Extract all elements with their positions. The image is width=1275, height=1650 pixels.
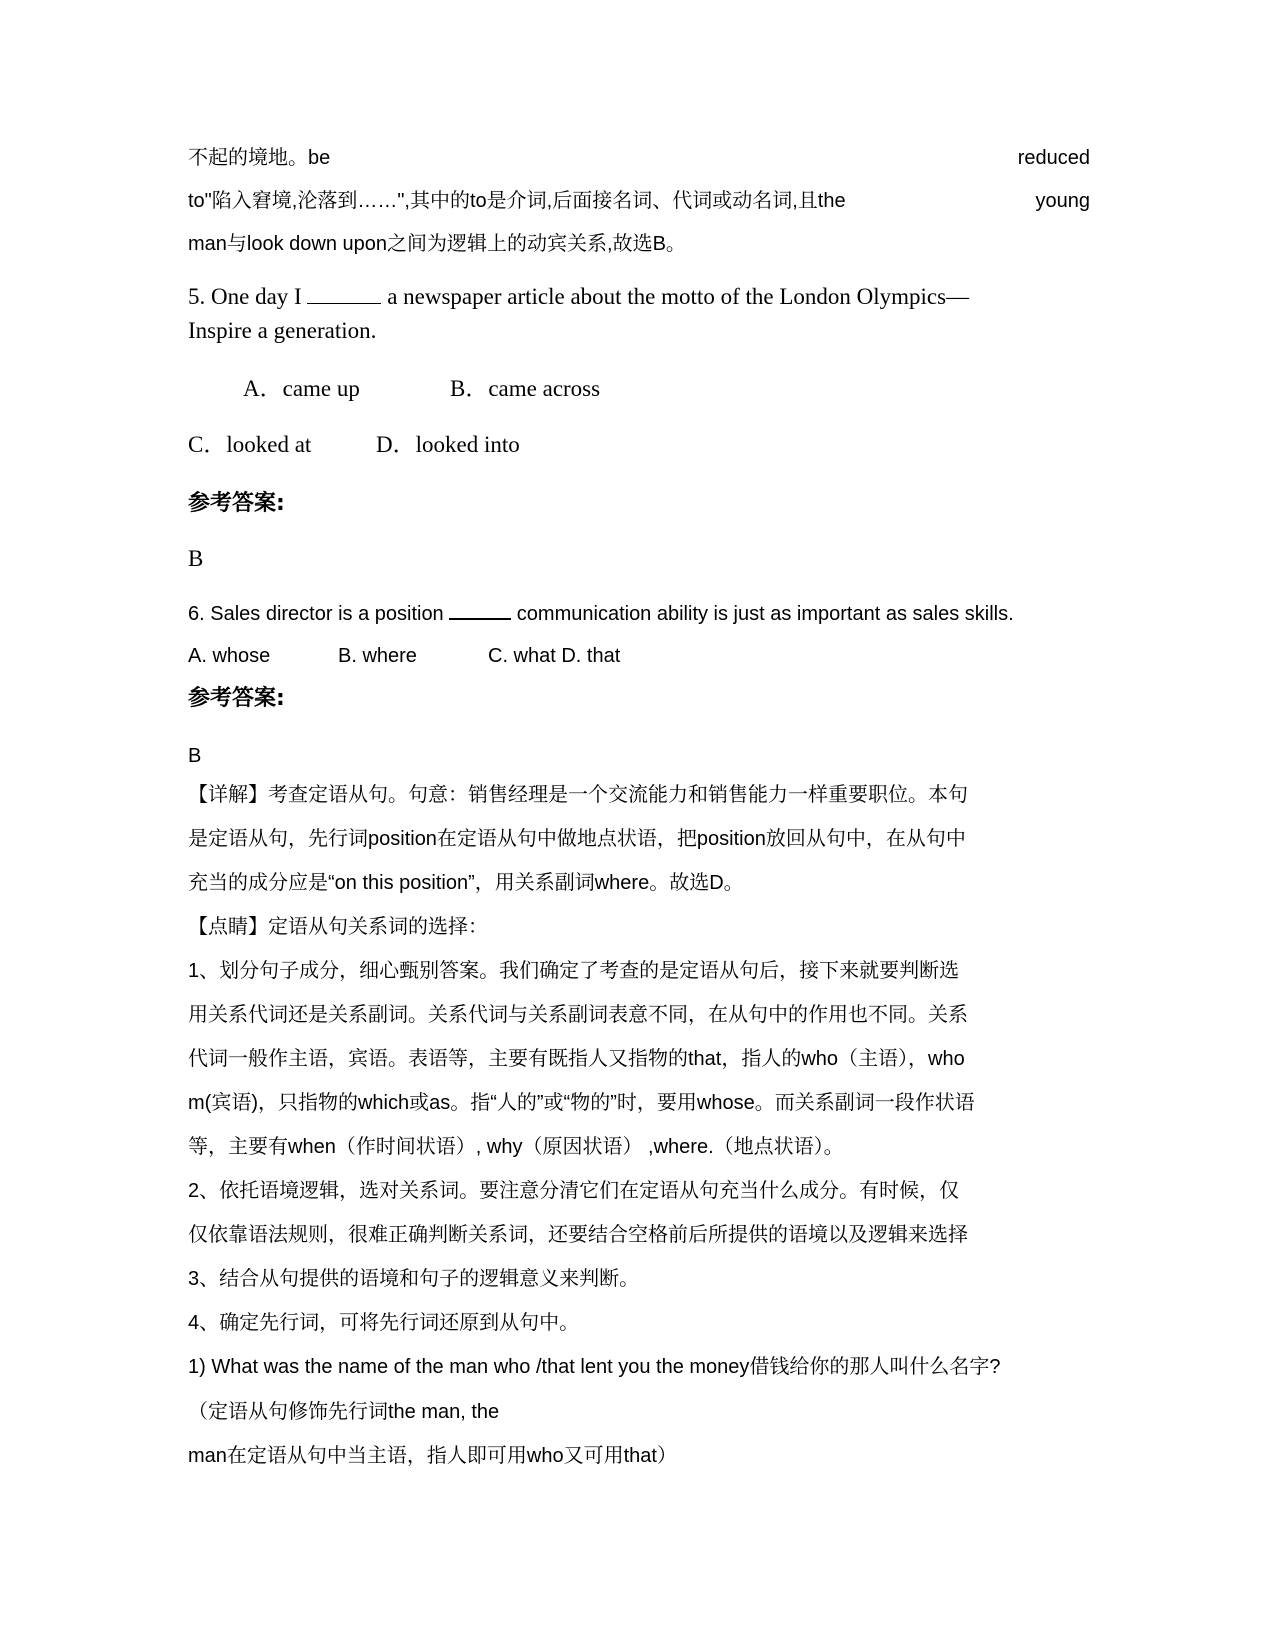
q5-stem-part2: a newspaper article about the motto of the London Olympics— — [381, 284, 970, 309]
q5-answer-heading: 参考答案: — [188, 491, 285, 516]
q6-option-cd: C. what D. that — [488, 645, 621, 667]
q5-option-a: A．came up — [243, 376, 360, 401]
q6-explanation-line: 【详解】考查定语从句。句意：销售经理是一个交流能力和销售能力一样重要职位。本句 — [188, 784, 968, 806]
q6-stem — [188, 600, 1014, 628]
q6-explanation-line: man在定语从句中当主语，指人即可用who又可用that） — [188, 1445, 677, 1467]
q6-explanation-line: 2、依托语境逻辑，选对关系词。要注意分清它们在定语从句充当什么成分。有时候，仅 — [188, 1180, 960, 1202]
q4-explanation-line-3: man与look down upon之间为逻辑上的动宾关系,故选B。 — [188, 233, 686, 255]
q4-line2-left: to"陷入窘境,沦落到……",其中的to是介词,后面接名词、代词或动名词,且the — [188, 190, 846, 212]
q4-line1-left: 不起的境地。be — [188, 147, 331, 169]
q6-answer-heading: 参考答案: — [188, 686, 285, 711]
q6-explanation-line: 【点睛】定语从句关系词的选择： — [188, 916, 488, 938]
q6-explanation-line: 1、划分句子成分，细心甄别答案。我们确定了考查的是定语从句后，接下来就要判断选 — [188, 960, 960, 982]
q6-option-a: A. whose — [188, 645, 271, 667]
q5-answer: B — [188, 546, 204, 571]
q4-explanation-line-1 — [188, 144, 1090, 172]
q6-explanation-line: 是定语从句，先行词position在定语从句中做地点状语，把position放回从句中，在从句中 — [188, 828, 966, 850]
q5-stem-line-2: Inspire a generation. — [188, 318, 377, 343]
q6-explanation-line: 仅依靠语法规则，很难正确判断关系词，还要结合空格前后所提供的语境以及逻辑来选择 — [188, 1224, 968, 1246]
q6-explanation-line: 代词一般作主语，宾语。表语等，主要有既指人又指物的that，指人的who（主语），who — [188, 1048, 965, 1070]
q4-explanation-line-2 — [188, 187, 1090, 215]
q5-option-c: C．looked at — [188, 432, 312, 457]
q6-explanation-line: 1) What was the name of the man who /that lent you the money借钱给你的那人叫什么名字? — [188, 1356, 1001, 1378]
q6-stem-part2: communication ability is just as important as sales skills. — [511, 603, 1014, 625]
q6-answer: B — [188, 745, 202, 767]
q6-explanation-line: 等，主要有when（作时间状语）, why（原因状语） ,where.（地点状语）。 — [188, 1136, 844, 1158]
q6-blank — [449, 600, 511, 620]
q6-explanation-line: 4、确定先行词，可将先行词还原到从句中。 — [188, 1312, 580, 1334]
q4-line2-right: young — [1035, 190, 1090, 212]
q6-explanation-line: （定语从句修饰先行词the man, the — [188, 1401, 500, 1423]
q5-option-d: D．looked into — [376, 432, 520, 457]
q6-explanation-line: 用关系代词还是关系副词。关系代词与关系副词表意不同，在从句中的作用也不同。关系 — [188, 1004, 968, 1026]
q6-explanation-line: m(宾语)，只指物的which或as。指“人的”或“物的”时，要用whose。而关系副词一段作状语 — [188, 1092, 975, 1114]
q5-stem-part1: 5. One day I — [188, 284, 308, 309]
q5-stem-line-1 — [188, 283, 969, 311]
q5-option-b: B．came across — [450, 376, 601, 401]
q5-blank — [307, 285, 381, 304]
q6-explanation-line: 3、结合从句提供的语境和句子的逻辑意义来判断。 — [188, 1268, 640, 1290]
q6-option-b: B. where — [338, 645, 417, 667]
q4-line1-right: reduced — [1017, 147, 1090, 169]
q6-stem-part1: 6. Sales director is a position — [188, 603, 450, 625]
q6-explanation-line: 充当的成分应是“on this position”，用关系副词where。故选D。 — [188, 872, 744, 894]
